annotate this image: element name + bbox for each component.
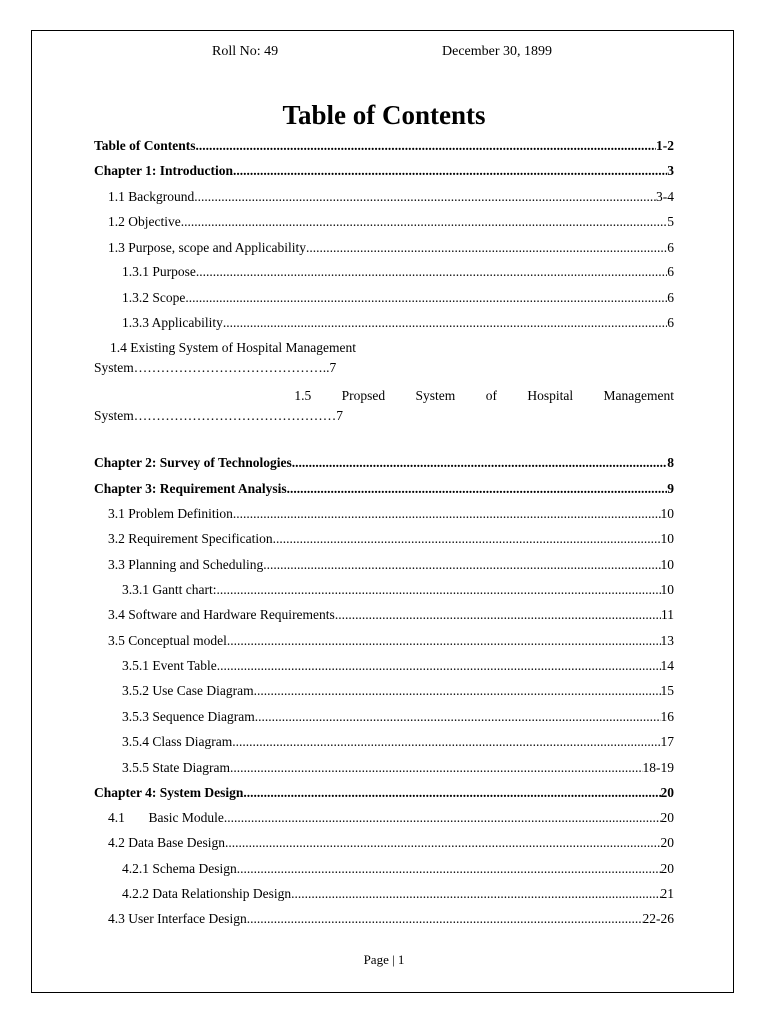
toc-entry-1-3-2[interactable]: 1.3.2 Scope ..... 6 (122, 289, 674, 307)
leader-dots (306, 239, 667, 257)
leader-dots (233, 505, 661, 523)
leader-dots (225, 834, 661, 852)
toc-entry-3-5-5[interactable]: 3.5.5 State Diagram ..... 18-19 (122, 759, 674, 777)
toc-entry-1-1[interactable]: 1.1 Background ..... 3-4 (108, 188, 674, 206)
leader-dots (291, 885, 660, 903)
toc-entry-3-5-3[interactable]: 3.5.3 Sequence Diagram ..... 16 (122, 708, 674, 726)
leader-dots (287, 480, 668, 498)
toc-entry-4-2[interactable]: 4.2 Data Base Design ..... 20 (108, 834, 674, 852)
leader-dots (223, 314, 667, 332)
leader-dots (232, 733, 660, 751)
toc-entry-table-of-contents[interactable]: Table of Contents ..... 1-2 (94, 137, 674, 155)
leader-dots (292, 454, 667, 472)
leader-dots (335, 606, 661, 624)
header-date: December 30, 1899 (442, 44, 553, 59)
toc-entry-1-4-line2[interactable]: System……………………………………..7 (94, 360, 337, 375)
toc-entry-1-3-3[interactable]: 1.3.3 Applicability ..... 6 (122, 314, 674, 332)
toc-entry-3-5-1[interactable]: 3.5.1 Event Table ..... 14 (122, 657, 674, 675)
toc-entry-3-5-2[interactable]: 3.5.2 Use Case Diagram ..... 15 (122, 682, 674, 700)
toc-entry-4-2-2[interactable]: 4.2.2 Data Relationship Design ..... 21 (122, 885, 674, 903)
toc-entry-1-5-line2[interactable]: System………………………………………7 (94, 408, 344, 423)
page-number: Page | 1 (363, 952, 405, 967)
page-title: Table of Contents (282, 100, 486, 130)
leader-dots (185, 289, 667, 307)
leader-dots (196, 137, 656, 155)
leader-dots (194, 188, 656, 206)
toc-entry-3-4[interactable]: 3.4 Software and Hardware Requirements ..... 11 (108, 606, 674, 624)
roll-number: Roll No: 49 (212, 44, 279, 59)
leader-dots (243, 784, 660, 802)
toc-entry-chapter-2[interactable]: Chapter 2: Survey of Technologies ..... 8 (94, 454, 674, 472)
toc-entry-1-3-1[interactable]: 1.3.1 Purpose ..... 6 (122, 263, 674, 281)
toc-entry-1-2[interactable]: 1.2 Objective ..... 5 (108, 213, 674, 231)
leader-dots (230, 759, 643, 777)
leader-dots (254, 682, 661, 700)
leader-dots (217, 657, 661, 675)
leader-dots (181, 213, 668, 231)
toc-entry-3-5[interactable]: 3.5 Conceptual model ..... 13 (108, 632, 674, 650)
leader-dots (224, 809, 661, 827)
toc-entry-1-3[interactable]: 1.3 Purpose, scope and Applicability ..... 6 (108, 239, 674, 257)
leader-dots (237, 860, 661, 878)
leader-dots (233, 162, 667, 180)
toc-entry-3-2[interactable]: 3.2 Requirement Specification ..... 10 (108, 530, 674, 548)
toc-entry-4-1[interactable]: 4.1 Basic Module ..... 20 (108, 809, 674, 827)
leader-dots (247, 910, 643, 928)
toc-entry-chapter-4[interactable]: Chapter 4: System Design ..... 20 (94, 784, 674, 802)
toc-entry-3-3-1[interactable]: 3.3.1 Gantt chart: ..... 10 (122, 581, 674, 599)
leader-dots (216, 581, 660, 599)
toc-entry-chapter-1[interactable]: Chapter 1: Introduction ..... 3 (94, 162, 674, 180)
leader-dots (227, 632, 661, 650)
leader-dots (255, 708, 661, 726)
toc-entry-3-1[interactable]: 3.1 Problem Definition ..... 10 (108, 505, 674, 523)
toc-entry-4-3[interactable]: 4.3 User Interface Design ..... 22-26 (108, 910, 674, 928)
toc-entry-chapter-3[interactable]: Chapter 3: Requirement Analysis ..... 9 (94, 480, 674, 498)
leader-dots (273, 530, 661, 548)
leader-dots (263, 556, 660, 574)
toc-entry-1-5-line1[interactable]: 1.5 Propsed System of Hospital Management (294, 388, 674, 403)
toc-entry-3-3[interactable]: 3.3 Planning and Scheduling ..... 10 (108, 556, 674, 574)
toc-entry-3-5-4[interactable]: 3.5.4 Class Diagram ..... 17 (122, 733, 674, 751)
toc-entry-4-2-1[interactable]: 4.2.1 Schema Design ..... 20 (122, 860, 674, 878)
leader-dots (196, 263, 667, 281)
toc-entry-1-4-line1[interactable]: 1.4 Existing System of Hospital Management (110, 340, 356, 355)
